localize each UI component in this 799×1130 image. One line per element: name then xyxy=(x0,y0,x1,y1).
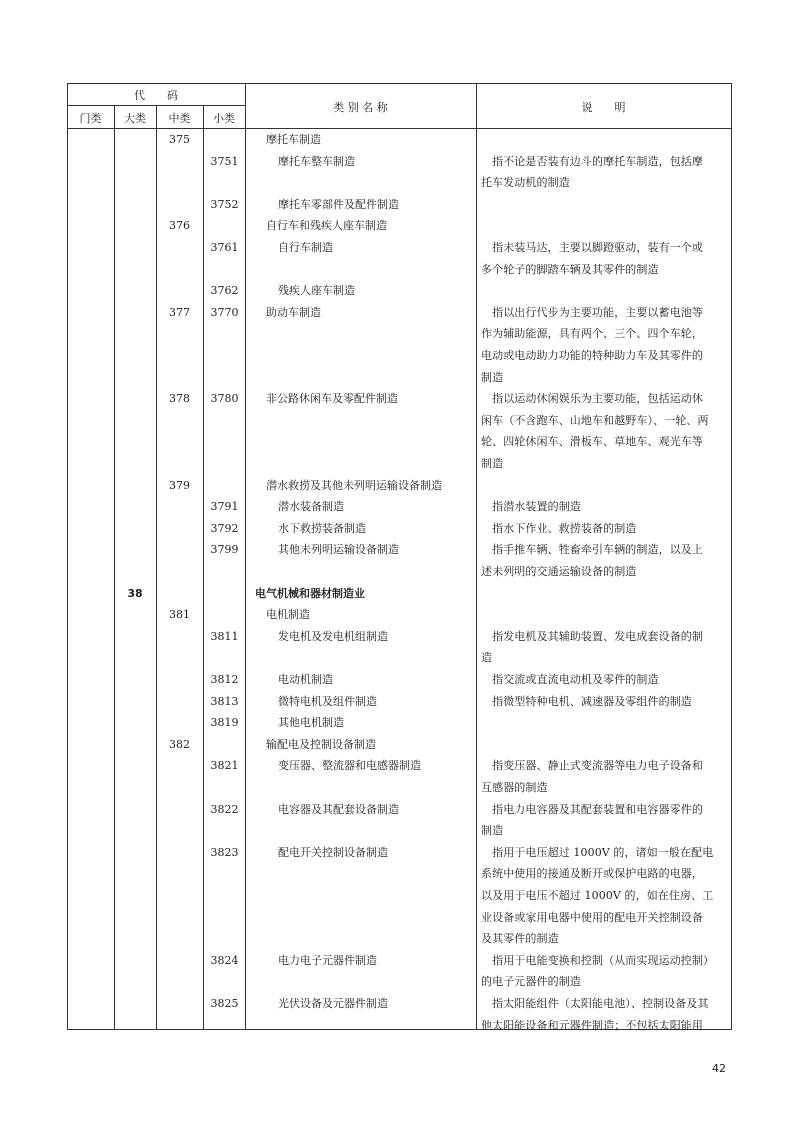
table-row xyxy=(67,151,732,194)
category-description xyxy=(481,496,727,518)
description-line: 指以运动休闲娱乐为主要功能，包括运动休 xyxy=(481,392,703,406)
description-line: 托车发动机的制造 xyxy=(481,176,570,190)
category-name: 潜水救捞及其他未列明运输设备制造 xyxy=(266,478,442,492)
table-row xyxy=(67,302,732,388)
classification-table xyxy=(67,83,732,1030)
category-name: 微特电机及组件制造 xyxy=(278,694,377,708)
description-line: 制造 xyxy=(481,824,504,838)
table-row xyxy=(67,799,732,842)
table-row xyxy=(67,734,732,756)
description-line: 指微型特种电机、减速器及零组件的制造 xyxy=(481,694,692,708)
code-xiao: 3761 xyxy=(210,241,239,254)
category-description xyxy=(481,669,727,691)
table-row xyxy=(67,496,732,518)
category-name: 自行车和残疾人座车制造 xyxy=(266,219,387,233)
category-name: 电动机制造 xyxy=(278,673,333,686)
code-xiao: 3825 xyxy=(210,997,239,1010)
table-row xyxy=(67,755,732,798)
description-line: 指发电机及其辅助装置、发电成套设备的制 xyxy=(481,629,703,643)
code-zhong: 379 xyxy=(169,478,190,492)
code-xiao: 3799 xyxy=(210,543,239,557)
category-description xyxy=(481,539,727,582)
description-line: 指变压器、静止式变流器等电力电子设备和 xyxy=(481,759,703,773)
header-xiao: 小类 xyxy=(213,112,235,125)
description-line: 作为辅助能源，具有两个、三个、四个车轮， xyxy=(481,327,703,341)
table-row xyxy=(67,950,732,993)
table-row xyxy=(67,842,732,950)
description-line: 制造 xyxy=(481,370,504,384)
category-name: 电气机械和器材制造业 xyxy=(255,586,365,600)
category-name: 其他未列明运输设备制造 xyxy=(278,543,399,557)
category-name: 电力电子元器件制造 xyxy=(278,953,377,967)
code-xiao: 3822 xyxy=(210,802,239,816)
description-line: 轮、四轮休闲车、滑板车、草地车、观光车等 xyxy=(481,435,703,449)
code-xiao: 3821 xyxy=(210,759,239,773)
table-row xyxy=(67,669,732,691)
description-line: 指用于电压超过 1000V 的，诸如一般在配电 xyxy=(481,845,714,859)
category-name: 其他电机制造 xyxy=(278,716,344,730)
description-line: 互感器的制造 xyxy=(481,780,548,794)
header-zhong: 中类 xyxy=(168,112,191,125)
code-xiao: 3812 xyxy=(210,673,239,686)
description-line: 以及用于电压不超过 1000V 的，如在住房、工 xyxy=(481,888,714,902)
description-line: 造 xyxy=(481,651,493,665)
code-da: 38 xyxy=(127,586,143,600)
code-xiao: 3823 xyxy=(210,845,239,859)
description-line: 制造 xyxy=(481,456,504,470)
code-xiao: 3780 xyxy=(210,392,239,406)
table-row xyxy=(67,129,732,151)
category-name: 非公路休闲车及零配件制造 xyxy=(266,392,398,406)
category-name: 自行车制造 xyxy=(278,241,333,254)
table-top-border xyxy=(67,83,732,84)
description-line: 指水下作业、救捞装备的制造 xyxy=(481,521,637,535)
description-line: 及其零件的制造 xyxy=(481,932,559,946)
code-zhong: 381 xyxy=(169,608,190,622)
category-description xyxy=(481,842,727,950)
category-name: 输配电及控制设备制造 xyxy=(266,737,376,751)
code-zhong: 378 xyxy=(169,392,190,406)
table-row xyxy=(67,583,732,605)
category-name: 电机制造 xyxy=(266,608,310,622)
description-line: 业设备或家用电器中使用的配电开关控制设备 xyxy=(481,910,703,924)
description-line: 系统中使用的接通及断开或保护电路的电器， xyxy=(481,867,703,881)
category-name: 光伏设备及元器件制造 xyxy=(278,997,388,1010)
table-row xyxy=(67,388,732,474)
category-name: 电容器及其配套设备制造 xyxy=(278,802,399,816)
description-line: 指用于电能变换和控制（从而实现运动控制） xyxy=(481,953,715,967)
description-line: 电动或电动助力功能的特种助力车及其零件的 xyxy=(481,348,703,362)
description-line: 述未列明的交通运输设备的制造 xyxy=(481,564,637,578)
header-men: 门类 xyxy=(79,112,102,125)
table-row xyxy=(67,518,732,540)
page-number: 42 xyxy=(712,1062,726,1075)
code-zhong: 382 xyxy=(169,737,190,751)
description-line: 指太阳能组件（太阳能电池）、控制设备及其 xyxy=(481,997,709,1010)
description-line: 指未装马达，主要以脚蹬驱动，装有一个或 xyxy=(481,241,703,254)
description-line: 指交流或直流电动机及零件的制造 xyxy=(481,673,659,686)
code-xiao: 3762 xyxy=(210,284,239,298)
code-xiao: 3813 xyxy=(210,694,239,708)
code-xiao: 3811 xyxy=(210,629,239,643)
code-xiao: 3791 xyxy=(210,500,239,514)
category-description xyxy=(481,993,727,1036)
description-line: 他太阳能设备和元器件制造；不包括太阳能用 xyxy=(481,1018,703,1032)
category-name: 残疾人座车制造 xyxy=(278,284,355,298)
code-zhong: 375 xyxy=(169,133,190,146)
category-description xyxy=(481,237,727,280)
code-xiao: 3819 xyxy=(210,716,239,730)
category-description xyxy=(481,151,727,194)
code-zhong: 377 xyxy=(169,305,190,319)
category-description xyxy=(481,388,727,474)
category-name: 变压器、整流器和电感器制造 xyxy=(278,759,421,773)
table-row xyxy=(67,993,732,1036)
table-row xyxy=(67,215,732,237)
table-row xyxy=(67,691,732,713)
description-line: 指以出行代步为主要功能，主要以蓄电池等 xyxy=(481,305,703,319)
table-row xyxy=(67,475,732,497)
description-line: 闲车（不含跑车、山地车和越野车）、一轮、两 xyxy=(481,413,709,427)
code-zhong: 376 xyxy=(169,219,190,233)
table-row xyxy=(67,712,732,734)
description-line: 多个轮子的脚踏车辆及其零件的制造 xyxy=(481,262,659,276)
category-name: 发电机及发电机组制造 xyxy=(278,629,388,643)
description-line: 指电力电容器及其配套装置和电容器零件的 xyxy=(481,802,703,816)
category-name: 摩托车零部件及配件制造 xyxy=(278,197,399,211)
category-name: 助动车制造 xyxy=(266,305,321,319)
header-code: 代 码 xyxy=(134,89,178,102)
category-name: 摩托车整车制造 xyxy=(278,154,355,168)
header-da: 大类 xyxy=(124,112,146,125)
category-name: 潜水装备制造 xyxy=(278,500,344,514)
category-description xyxy=(481,950,727,993)
code-xiao: 3792 xyxy=(210,521,239,535)
category-description xyxy=(481,691,727,713)
header-desc: 说 明 xyxy=(581,101,626,114)
code-xiao: 3752 xyxy=(210,197,239,211)
category-description xyxy=(481,518,727,540)
description-line: 指手推车辆、牲畜牵引车辆的制造，以及上 xyxy=(481,543,703,557)
code-xiao: 3770 xyxy=(210,305,239,319)
category-description xyxy=(481,626,727,669)
description-line: 指潜水装置的制造 xyxy=(481,500,581,514)
table-row xyxy=(67,280,732,302)
table-row xyxy=(67,237,732,280)
table-row xyxy=(67,604,732,626)
table-row xyxy=(67,626,732,669)
header-name: 类 别 名 称 xyxy=(333,101,388,114)
category-description xyxy=(481,799,727,842)
category-description xyxy=(481,302,727,388)
description-line: 的电子元器件的制造 xyxy=(481,975,581,989)
description-line: 指不论是否装有边斗的摩托车制造，包括摩 xyxy=(481,154,703,168)
category-description xyxy=(481,755,727,798)
table-row xyxy=(67,194,732,216)
category-name: 配电开关控制设备制造 xyxy=(278,845,388,859)
code-xiao: 3824 xyxy=(210,953,239,967)
category-name: 水下救捞装备制造 xyxy=(278,521,366,535)
code-xiao: 3751 xyxy=(210,154,239,168)
category-name: 摩托车制造 xyxy=(266,133,321,146)
table-row xyxy=(67,539,732,582)
